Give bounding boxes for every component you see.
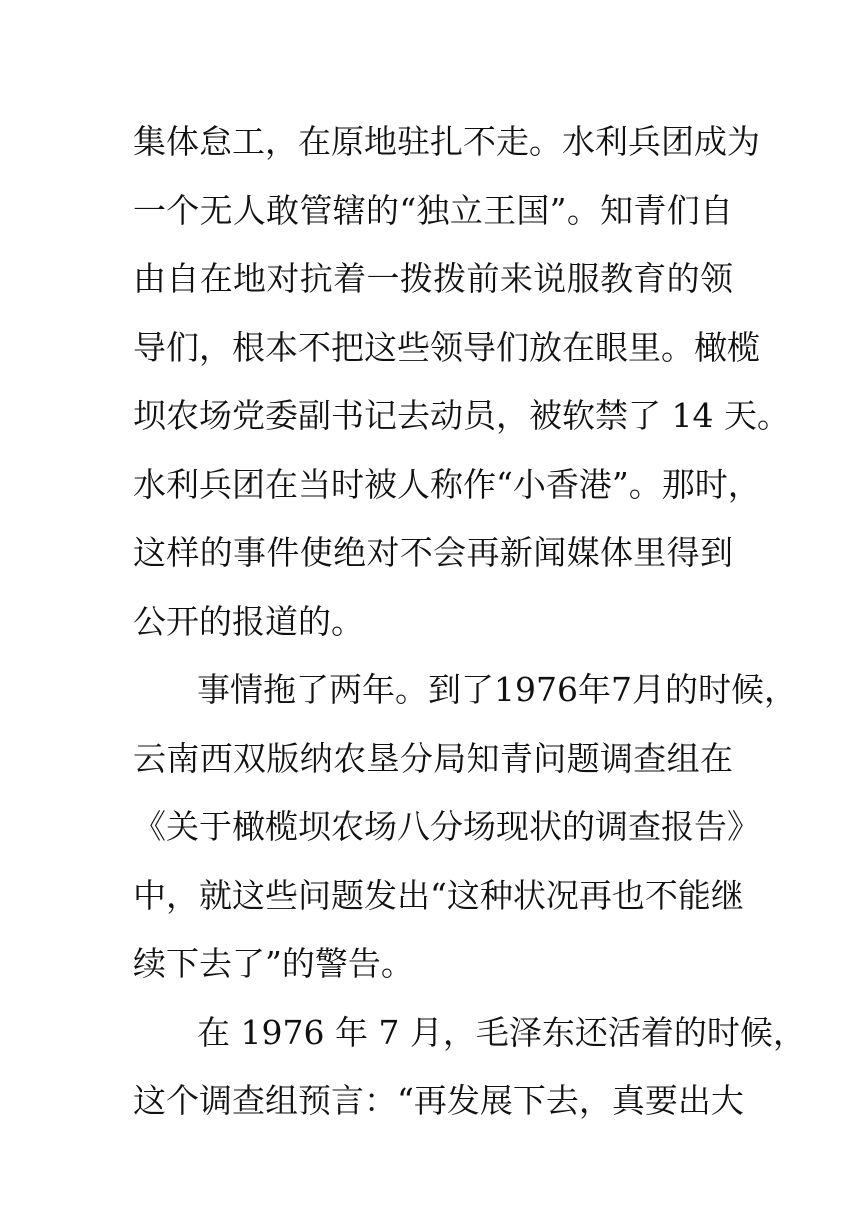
text-line: 集体怠工，在原地驻扎不走。水利兵团成为 <box>133 122 760 161</box>
text-line: 事情拖了两年。到了1976年7月的时候， <box>197 670 797 709</box>
text-line: 这个调查组预言：“再发展下去，真要出大 <box>133 1081 744 1120</box>
text-line: 在 1976 年 7 月，毛泽东还活着的时候， <box>197 1012 806 1052</box>
paragraph-3 <box>133 999 806 1136</box>
text-line: 一个无人敢管辖的“独立王国”。知青们自 <box>133 190 733 230</box>
text-line: 坝农场党委副书记去动员，被软禁了 14 天。 <box>133 396 790 435</box>
body-text <box>133 108 806 1136</box>
text-line: 由自在地对抗着一拨拨前来说服教育的领 <box>133 259 733 298</box>
text-line: 续下去了”的警告。 <box>133 944 414 983</box>
text-line: 水利兵团在当时被人称作“小香港”。那时， <box>133 464 761 504</box>
text-line: 中，就这些问题发出“这种状况再也不能继 <box>133 875 744 915</box>
text-line: 这样的事件使绝对不会再新闻媒体里得到 <box>133 533 733 572</box>
text-line: 导们，根本不把这些领导们放在眼里。橄榄 <box>133 327 760 367</box>
text-line: 公开的报道的。 <box>133 601 364 641</box>
paragraph-1 <box>133 108 790 656</box>
paragraph-2 <box>133 656 797 999</box>
text-line: 《关于橄榄坝农场八分场现状的调查报告》 <box>133 807 760 846</box>
text-line: 云南西双版纳农垦分局知青问题调查组在 <box>133 738 733 778</box>
